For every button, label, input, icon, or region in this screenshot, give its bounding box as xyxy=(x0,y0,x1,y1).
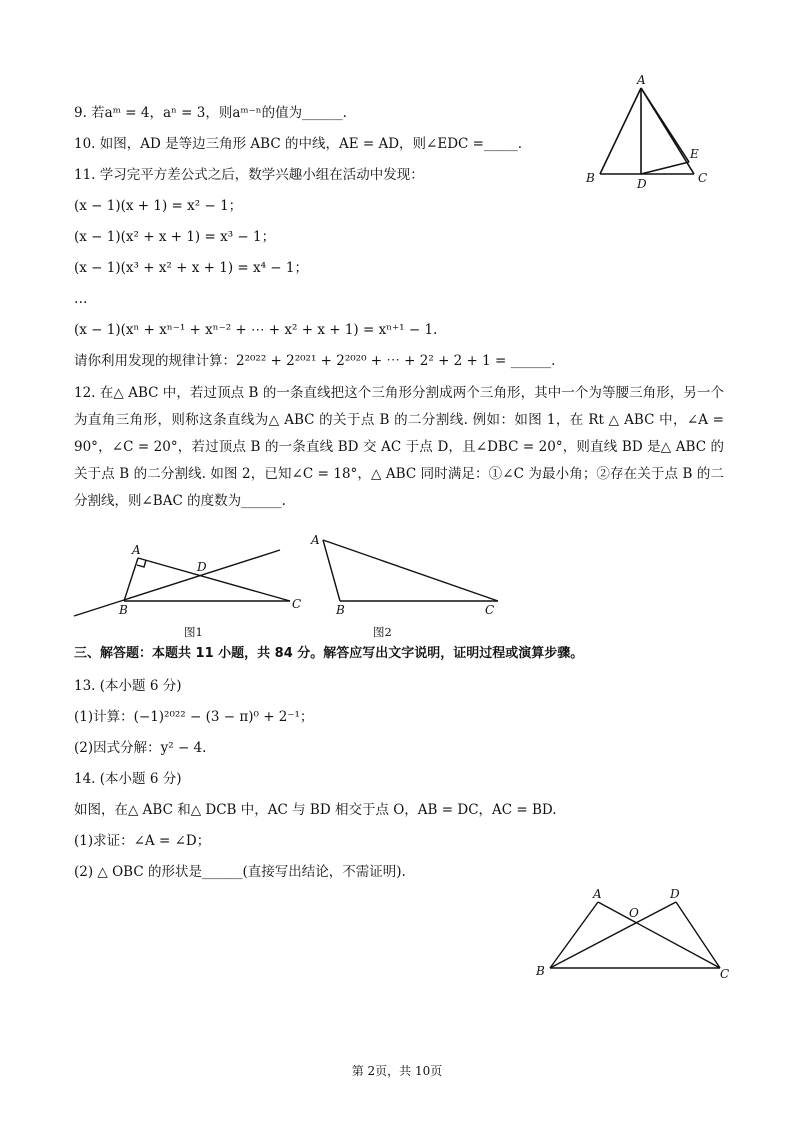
segment-ac xyxy=(323,540,498,601)
figure-2 xyxy=(305,530,505,640)
segment-ac xyxy=(138,558,290,601)
label-b: B xyxy=(536,964,545,978)
figure-1 xyxy=(70,538,302,640)
segment-ac xyxy=(598,902,720,968)
label-b: B xyxy=(586,171,595,185)
segment-ae xyxy=(641,88,689,162)
question-13-part-1: (1)计算：(−1)²⁰²² − (3 − π)⁰ + 2⁻¹； xyxy=(74,709,314,725)
label-a: A xyxy=(311,533,320,547)
right-angle-mark xyxy=(137,560,146,567)
page-footer: 第 2页，共 10页 xyxy=(351,1064,443,1078)
segment-ab xyxy=(600,88,641,174)
figure-q14 xyxy=(530,880,740,985)
label-c: C xyxy=(720,967,730,981)
label-d: D xyxy=(197,560,207,574)
line-bd-extended xyxy=(74,550,280,616)
segment-bd xyxy=(550,902,676,968)
question-11-ellipsis: … xyxy=(74,291,88,307)
label-a: A xyxy=(593,887,602,901)
question-11-task: 请你利用发现的规律计算：2²⁰²² + 2²⁰²¹ + 2²⁰²⁰ + ⋯ + 2² + 2 + 1 = ______. xyxy=(74,353,556,369)
question-11-equation-2: (x − 1)(x² + x + 1) = x³ − 1； xyxy=(74,229,276,245)
question-11-equation-3: (x − 1)(x³ + x² + x + 1) = x⁴ − 1； xyxy=(74,260,309,276)
figure-q10-triangle xyxy=(580,72,720,192)
label-e: E xyxy=(690,147,699,161)
question-14-part-2: (2) △ OBC 的形状是______(直接写出结论，不需证明). xyxy=(74,864,406,880)
question-9: 9. 若aᵐ = 4，aⁿ = 3，则aᵐ⁻ⁿ的值为______. xyxy=(74,105,347,121)
question-10: 10. 如图，AD 是等边三角形 ABC 的中线，AE = AD，则∠EDC =_____. xyxy=(74,136,522,152)
question-13-heading: 13. (本小题 6 分) xyxy=(74,678,182,694)
question-11-equation-1: (x − 1)(x + 1) = x² − 1； xyxy=(74,198,243,214)
segment-ab xyxy=(550,902,598,968)
label-d: D xyxy=(637,177,647,191)
label-b: B xyxy=(119,603,128,617)
label-a: A xyxy=(132,543,141,557)
label-d: D xyxy=(670,887,680,901)
segment-de xyxy=(641,162,689,174)
question-12: 12. 在△ ABC 中，若过顶点 B 的一条直线把这个三角形分割成两个三角形，其中一个为等腰三角形，另一个为直角三角形，则称这条直线为△ ABC 的关于点 B 的二分割线. 例如：如图 1，在 Rt △ ABC 中，∠A = 90°，∠C = 20°，若过顶点 B 的一条直线 BD 交 AC 于点 D，且∠DBC = 20°，则直线 BD 是△ ABC 的关于点 B 的二分割线. 如图 2，已知∠C = 18°，△ ABC 同时满足：①∠C 为最小角；②存在关于点 B 的二分割线，则∠BAC 的度数为______. xyxy=(74,385,724,509)
section-3-heading: 三、解答题：本题共 11 小题，共 84 分。解答应写出文字说明，证明过程或演算步骤。 xyxy=(74,646,584,661)
question-14-part-1: (1)求证：∠A = ∠D； xyxy=(74,833,211,849)
question-13-part-2: (2)因式分解：y² − 4. xyxy=(74,740,207,756)
label-c: C xyxy=(292,597,302,611)
figure-1-caption: 图1 xyxy=(184,625,203,639)
label-a: A xyxy=(637,73,646,87)
segment-ab xyxy=(323,540,340,601)
label-c: C xyxy=(485,603,495,617)
question-14-intro: 如图，在△ ABC 和△ DCB 中，AC 与 BD 相交于点 O，AB = DC，AC = BD. xyxy=(74,802,557,818)
label-b: B xyxy=(336,603,345,617)
question-14-heading: 14. (本小题 6 分) xyxy=(74,771,182,787)
question-11-equation-general: (x − 1)(xⁿ + xⁿ⁻¹ + xⁿ⁻² + ⋯ + x² + x + 1) = xⁿ⁺¹ − 1. xyxy=(74,322,438,338)
label-c: C xyxy=(698,171,708,185)
figure-2-caption: 图2 xyxy=(373,625,392,639)
question-11-intro: 11. 学习完平方差公式之后，数学兴趣小组在活动中发现： xyxy=(74,167,424,183)
label-o: O xyxy=(629,906,639,920)
segment-ab xyxy=(124,558,138,601)
segment-dc xyxy=(676,902,720,968)
